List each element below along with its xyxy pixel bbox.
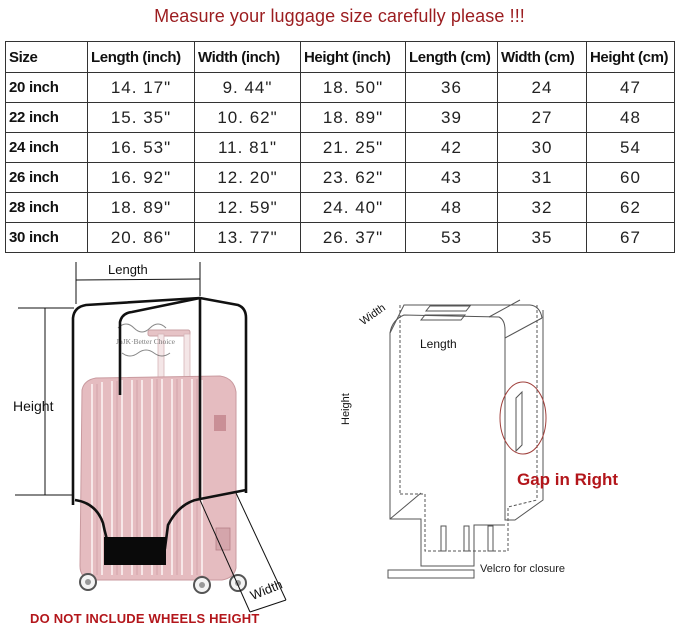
cell-size: 24 inch (6, 133, 88, 163)
cell-height-cm: 60 (587, 163, 675, 193)
cell-height-cm: 54 (587, 133, 675, 163)
cell-length-inch: 15. 35" (88, 103, 195, 133)
width-label-right: Width (358, 301, 388, 328)
table-header-row (6, 42, 675, 73)
cell-height-inch: 18. 89" (301, 103, 406, 133)
cell-height-inch: 26. 37" (301, 223, 406, 253)
page-title: Measure your luggage size carefully please !!! (154, 6, 525, 26)
cell-length-inch: 18. 89" (88, 193, 195, 223)
cell-width-cm: 35 (498, 223, 587, 253)
cell-width-inch: 12. 59" (195, 193, 301, 223)
size-table (5, 41, 675, 253)
cell-length-cm: 53 (406, 223, 498, 253)
cell-width-inch: 12. 20" (195, 163, 301, 193)
cell-width-inch: 11. 81" (195, 133, 301, 163)
cell-height-inch: 24. 40" (301, 193, 406, 223)
cell-size: 28 inch (6, 193, 88, 223)
cell-width-cm: 27 (498, 103, 587, 133)
header-size: Size (6, 42, 88, 73)
cell-length-cm: 39 (406, 103, 498, 133)
cell-height-inch: 21. 25" (301, 133, 406, 163)
watermark-text: JoJK·Better Choice (116, 337, 175, 346)
cell-size: 20 inch (6, 73, 88, 103)
cell-height-inch: 18. 50" (301, 73, 406, 103)
cell-size: 26 inch (6, 163, 88, 193)
length-label-left: Length (108, 262, 148, 277)
width-label-left: Width (248, 576, 285, 603)
height-label-left: Height (13, 398, 54, 414)
cell-length-inch: 16. 92" (88, 163, 195, 193)
cell-height-inch: 23. 62" (301, 163, 406, 193)
cell-length-cm: 43 (406, 163, 498, 193)
cell-height-cm: 62 (587, 193, 675, 223)
cell-height-cm: 47 (587, 73, 675, 103)
gap-in-right-label: Gap in Right (517, 470, 619, 489)
table-row (6, 73, 675, 103)
table-row (6, 163, 675, 193)
cell-width-inch: 10. 62" (195, 103, 301, 133)
length-label-right: Length (420, 337, 457, 351)
header-height-inch: Height (inch) (301, 42, 406, 73)
table-row (6, 223, 675, 253)
cell-length-inch: 14. 17" (88, 73, 195, 103)
watermark-logo (116, 324, 176, 356)
header-width-inch: Width (inch) (195, 42, 301, 73)
wheels-warning: DO NOT INCLUDE WHEELS HEIGHT (30, 611, 260, 626)
luggage-diagrams (0, 255, 679, 631)
cell-size: 30 inch (6, 223, 88, 253)
height-label-right: Height (340, 393, 352, 425)
cell-height-cm: 48 (587, 103, 675, 133)
cell-width-inch: 13. 77" (195, 223, 301, 253)
velcro-label: Velcro for closure (480, 563, 565, 575)
cell-height-cm: 67 (587, 223, 675, 253)
cell-size: 22 inch (6, 103, 88, 133)
table-row (6, 103, 675, 133)
cover-technical-diagram (388, 300, 543, 578)
cover-base-panel (104, 537, 166, 565)
header-length-inch: Length (inch) (88, 42, 195, 73)
cell-length-cm: 42 (406, 133, 498, 163)
header-width-cm: Width (cm) (498, 42, 587, 73)
cell-length-cm: 48 (406, 193, 498, 223)
cell-length-inch: 20. 86" (88, 223, 195, 253)
table-row (6, 193, 675, 223)
cell-length-cm: 36 (406, 73, 498, 103)
cell-width-cm: 32 (498, 193, 587, 223)
header-length-cm: Length (cm) (406, 42, 498, 73)
header-height-cm: Height (cm) (587, 42, 675, 73)
cell-width-inch: 9. 44" (195, 73, 301, 103)
cell-width-cm: 24 (498, 73, 587, 103)
cell-length-inch: 16. 53" (88, 133, 195, 163)
cell-width-cm: 31 (498, 163, 587, 193)
gap-highlight-circle (500, 382, 546, 454)
cell-width-cm: 30 (498, 133, 587, 163)
table-row (6, 133, 675, 163)
